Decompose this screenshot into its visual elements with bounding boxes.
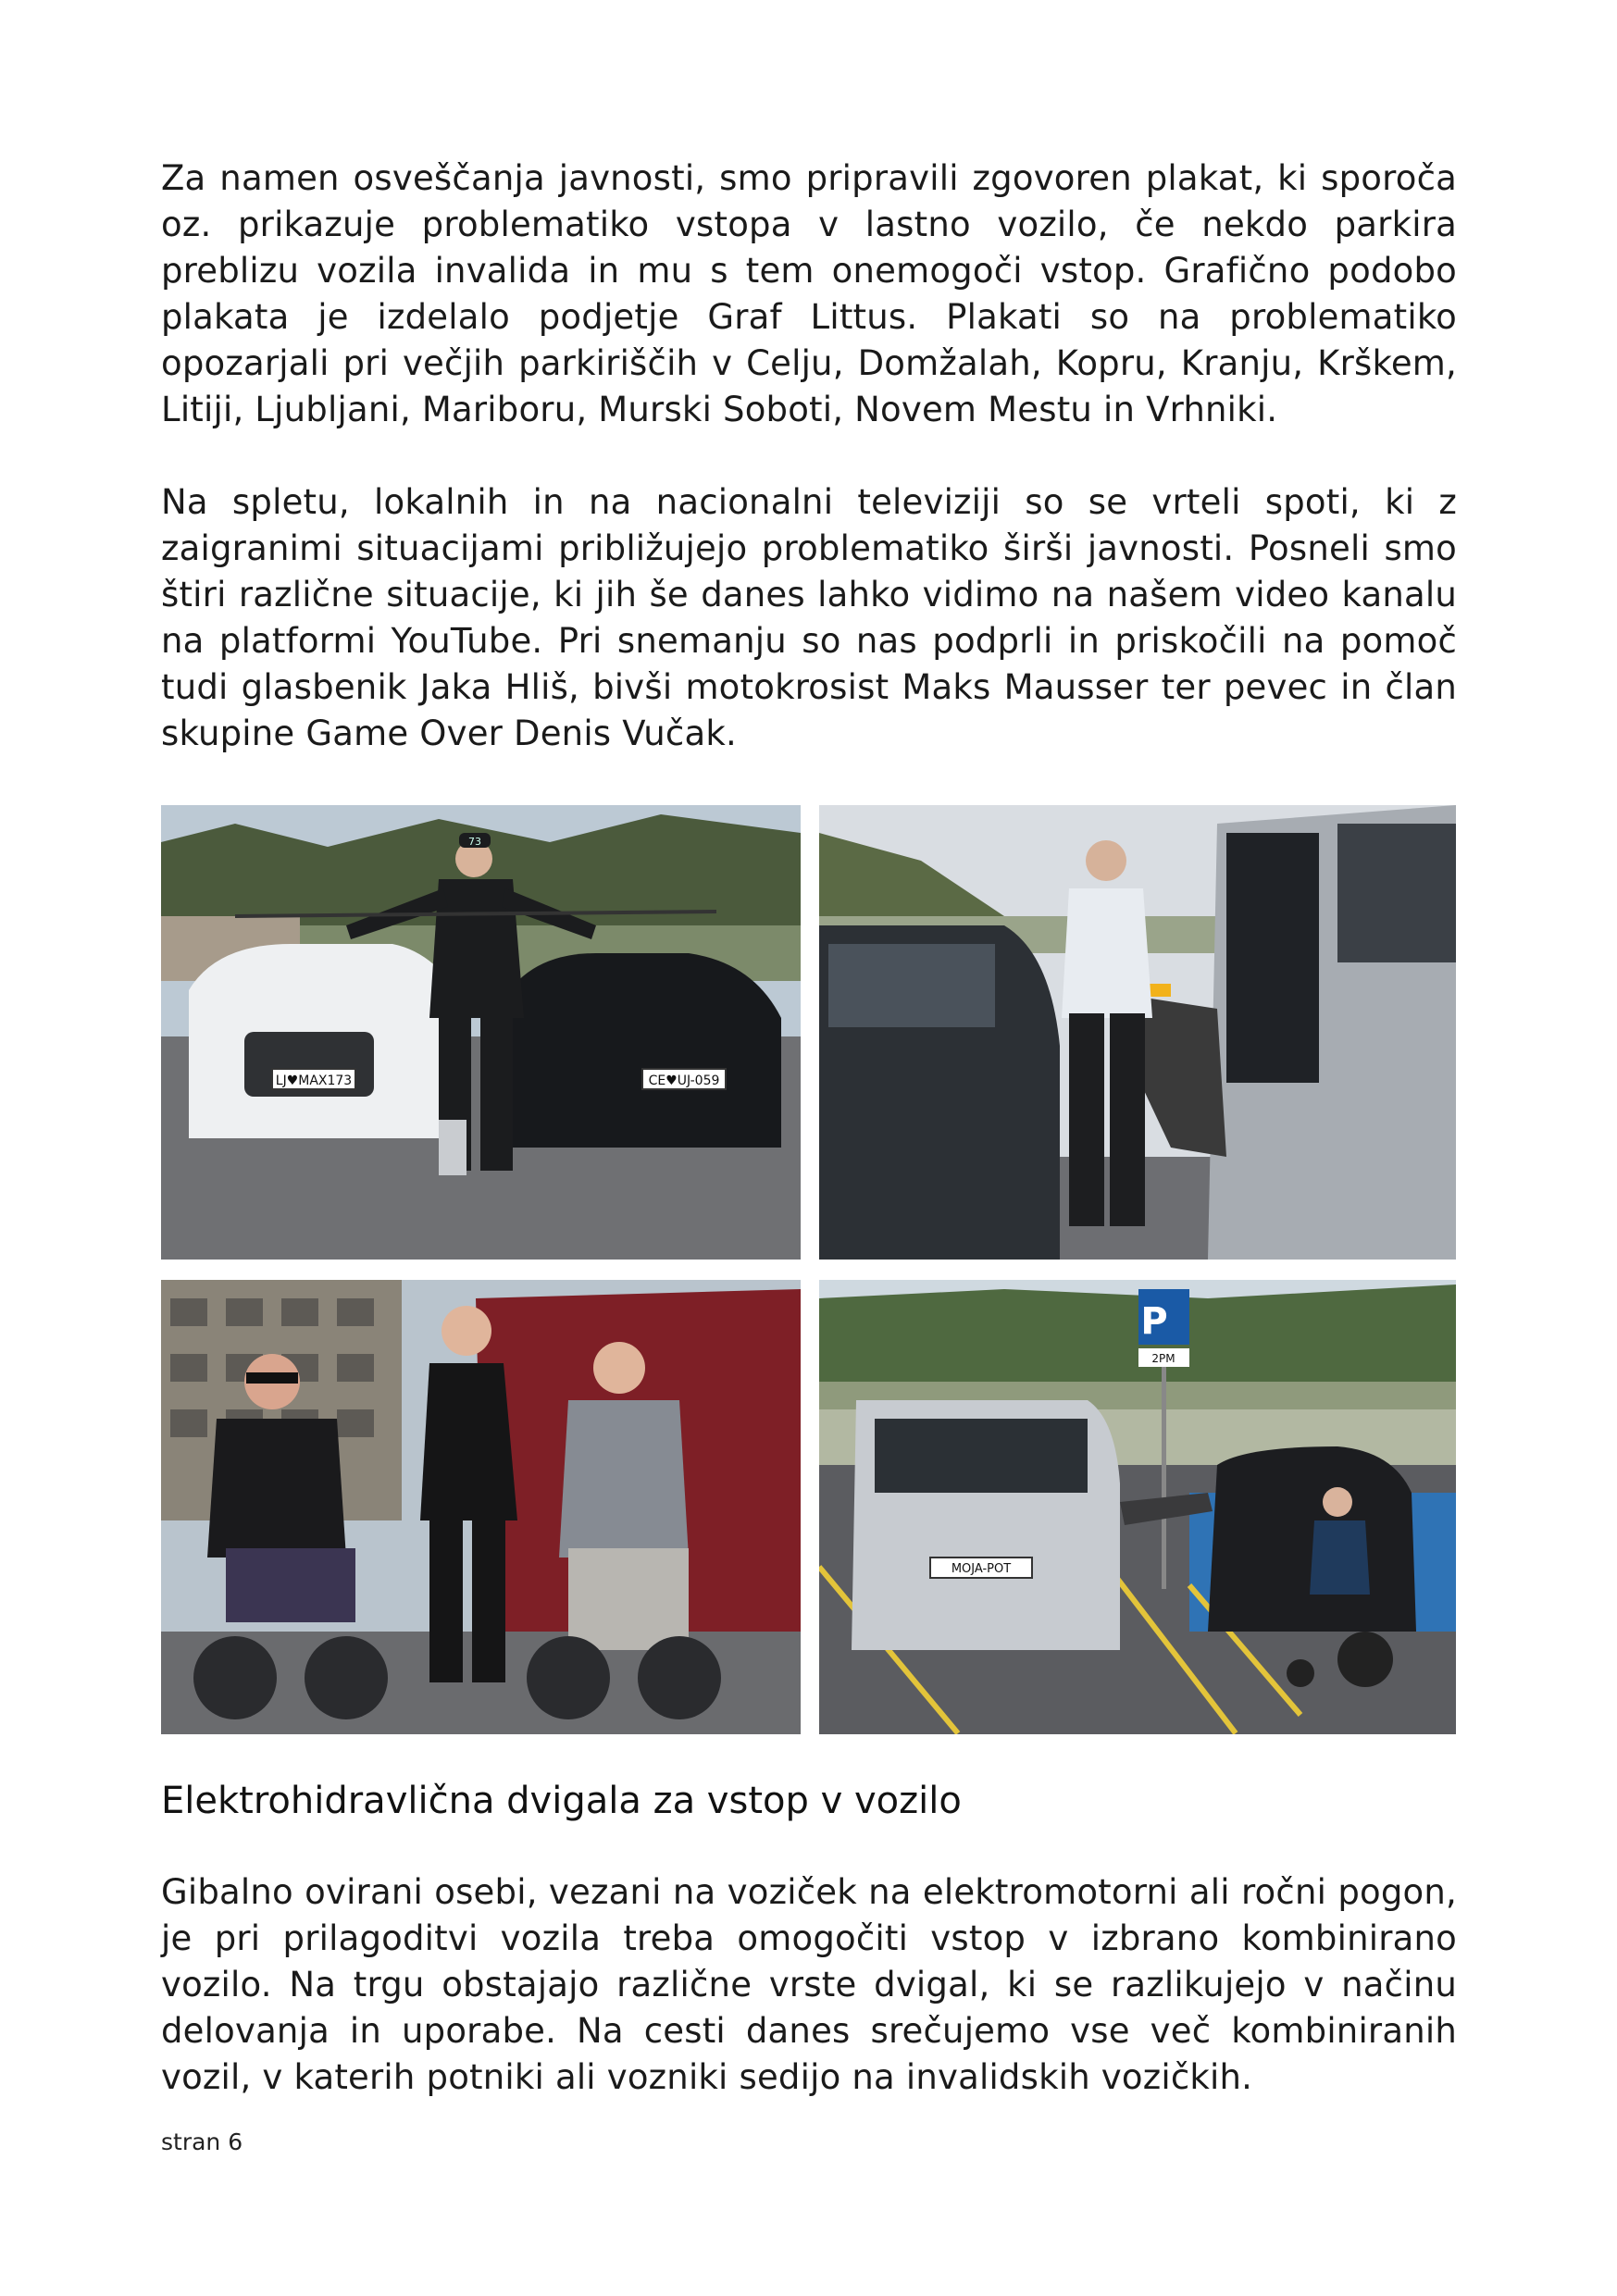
paragraph-video-spots: Na spletu, lokalnih in na nacionalni televiziji so se vrteli spoti, ki z zaigranimi situacijami približujejo problematiko širši javnosti. Posneli smo štiri različne situacije, ki jih še danes lahko vidimo na našem video kanalu na platformi YouTube. Pri snemanju so nas podprli in priskočili na pomoč tudi glasbenik Jaka Hliš, bivši motokrosist Maks Mausser ter pevec in član skupine Game Over Denis Vučak.: [161, 482, 1457, 753]
photo-three-men-wheelchairs: [161, 1280, 801, 1734]
plate-right-text: CE♥UJ-059: [648, 1074, 720, 1088]
photo-van-lift-parking: [819, 1280, 1456, 1734]
photo-man-with-ramp: [819, 805, 1456, 1260]
section-heading-lifts: Elektrohidravlična dvigala za vstop v vozilo: [161, 1780, 962, 1822]
cap-text: 73: [468, 836, 481, 848]
plate-left-text: LJ♥MAX173: [275, 1074, 353, 1088]
van-plate-text: MOJA-POT: [951, 1562, 1012, 1576]
sign-plate-text: 2PM: [1151, 1352, 1175, 1365]
sign-letter: P: [1140, 1300, 1168, 1343]
paragraph-awareness-poster: Za namen osveščanja javnosti, smo pripravili zgovoren plakat, ki sporoča oz. prikazuje problematiko vstopa v lastno vozilo, če nekdo parkira preblizu vozila invalida in mu s tem onemogoči vstop. Grafično podobo plakata je izdelalo podjetje Graf Littus. Plakati so na problematiko opozarjali pri večjih parkiriščih v Celju, Domžalah, Kopru, Kranju, Krškem, Litiji, Ljubljani, Mariboru, Murski Soboti, Novem Mestu in Vrhniki.: [161, 158, 1457, 429]
page-number: stran 6: [161, 2128, 243, 2155]
photo-man-between-cars: [161, 805, 801, 1260]
paragraph-lifts: Gibalno ovirani osebi, vezani na voziček na elektromotorni ali ročni pogon, je pri prilagoditvi vozila treba omogočiti vstop v izbrano kombinirano vozilo. Na trgu obstajajo različne vrste dvigal, ki se razlikujejo v načinu delovanja in uporabe. Na cesti danes srečujemo vse več kombiniranih vozil, v katerih potniki ali vozniki sedijo na invalidskih vozičkih.: [161, 1872, 1457, 2097]
